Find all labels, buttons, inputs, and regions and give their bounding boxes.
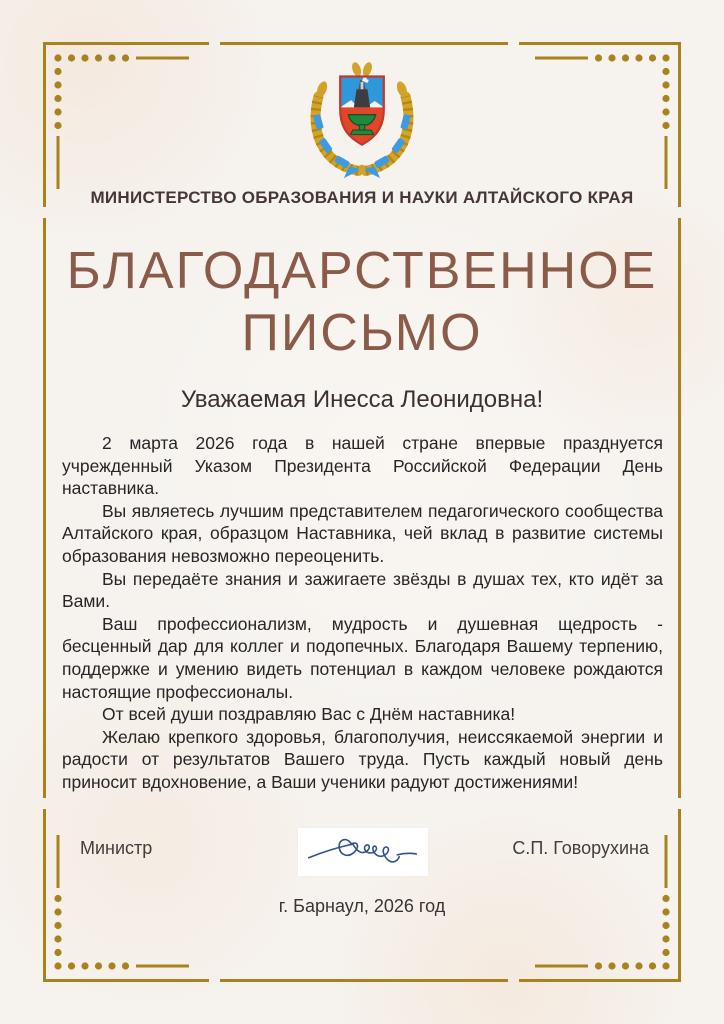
place-and-year: г. Барнаул, 2026 год (278, 896, 446, 916)
handwritten-signature-icon (298, 828, 428, 876)
letter-body (62, 432, 663, 794)
ministry-heading: МИНИСТЕРСТВО ОБРАЗОВАНИЯ И НАУКИ АЛТАЙСКОГО КРАЯ (90, 188, 634, 207)
document-title-line1: БЛАГОДАРСТВЕННОЕ (66, 242, 658, 300)
document-title (0, 240, 724, 364)
signer-position: Министр (80, 838, 153, 858)
paragraph: Ваш профессионализм, мудрость и душевная щедрость - бесценный дар для коллег и подопечных. Благодаря Вашему терпению, поддержке и умению видеть потенциал в каждом человеке рождаются настоящие профессионалы. (62, 613, 663, 702)
paragraph: От всей души поздравляю Вас с Днём наставника! (102, 704, 516, 725)
paragraph: Желаю крепкого здоровья, благополучия, неиссякаемой энергии и радости от результатов Вашего труда. Пусть каждый новый день приносит вдохновение, а Ваши ученики радуют достижениями! (62, 726, 663, 792)
signer-name: С.П. Говорухина (512, 838, 649, 858)
paragraph: Вы передаёте знания и зажигаете звёзды в душах тех, кто идёт за Вами. (62, 568, 663, 612)
salutation: Уважаемая Инесса Леонидовна! (180, 386, 544, 413)
paragraph: 2 марта 2026 года в нашей стране впервые празднуется учрежденный Указом Президента Российской Федерации День наставника. (62, 433, 663, 499)
paragraph: Вы являетесь лучшим представителем педагогического сообщества Алтайского края, образцом Наставника, чей вклад в развитие системы образования невозможно переоценить. (62, 500, 663, 566)
document-title-line2: ПИСЬМО (241, 304, 483, 362)
altai-krai-coat-of-arms-icon (298, 62, 426, 185)
